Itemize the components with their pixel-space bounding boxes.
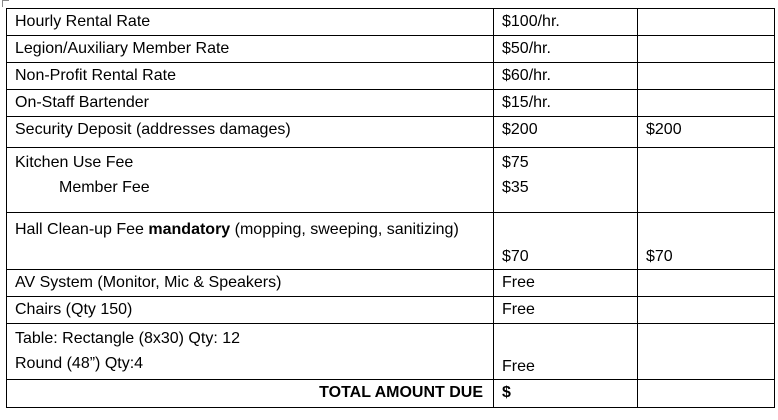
total-label: TOTAL AMOUNT DUE <box>7 380 494 408</box>
row-extra <box>638 270 775 297</box>
table-row <box>7 117 775 148</box>
table-row <box>7 270 775 297</box>
row-label: Legion/Auxiliary Member Rate <box>7 36 494 63</box>
rectangle-tables-label: Table: Rectangle (8x30) Qty: 12 <box>15 330 241 347</box>
kitchen-label: Kitchen Use Fee <box>15 154 134 171</box>
round-tables-label: Round (48”) Qty:4 <box>15 355 144 372</box>
cleanup-label-end: (mopping, sweeping, sanitizing) <box>230 221 459 238</box>
page-corner-mark <box>2 0 9 7</box>
kitchen-extra <box>638 148 775 213</box>
row-extra: $200 <box>638 117 775 148</box>
row-label: Non-Profit Rental Rate <box>7 63 494 90</box>
rental-fees-table <box>6 8 775 408</box>
row-extra <box>638 36 775 63</box>
row-price: $15/hr. <box>494 90 638 117</box>
cleanup-mandatory: mandatory <box>148 221 231 238</box>
cleanup-label <box>7 213 494 270</box>
row-extra <box>638 297 775 324</box>
row-label: Hourly Rental Rate <box>7 9 494 36</box>
cleanup-extra: $70 <box>638 213 775 270</box>
row-extra <box>638 9 775 36</box>
table-row <box>7 36 775 63</box>
row-price: Free <box>494 297 638 324</box>
row-price: $50/hr. <box>494 36 638 63</box>
kitchen-row <box>7 148 775 213</box>
row-label: Chairs (Qty 150) <box>7 297 494 324</box>
row-price: $100/hr. <box>494 9 638 36</box>
table-row <box>7 90 775 117</box>
row-price: Free <box>494 270 638 297</box>
total-extra <box>638 380 775 408</box>
member-fee-price: $35 <box>502 179 529 196</box>
row-label: Security Deposit (addresses damages) <box>7 117 494 148</box>
kitchen-price-cell <box>494 148 638 213</box>
tables-label-cell <box>7 324 494 380</box>
kitchen-price: $75 <box>502 154 529 171</box>
cleanup-price: $70 <box>494 213 638 270</box>
tables-extra <box>638 324 775 380</box>
row-label: On-Staff Bartender <box>7 90 494 117</box>
kitchen-label-cell <box>7 148 494 213</box>
total-amount: $ <box>494 380 638 408</box>
total-row <box>7 380 775 408</box>
table-row <box>7 63 775 90</box>
table-row <box>7 297 775 324</box>
cleanup-row <box>7 213 775 270</box>
table-row <box>7 9 775 36</box>
member-fee-label: Member Fee <box>59 179 150 196</box>
tables-row <box>7 324 775 380</box>
row-label: AV System (Monitor, Mic & Speakers) <box>7 270 494 297</box>
tables-price: Free <box>494 324 638 380</box>
row-extra <box>638 63 775 90</box>
row-price: $200 <box>494 117 638 148</box>
row-price: $60/hr. <box>494 63 638 90</box>
row-extra <box>638 90 775 117</box>
cleanup-label-start: Hall Clean-up Fee <box>15 221 149 238</box>
